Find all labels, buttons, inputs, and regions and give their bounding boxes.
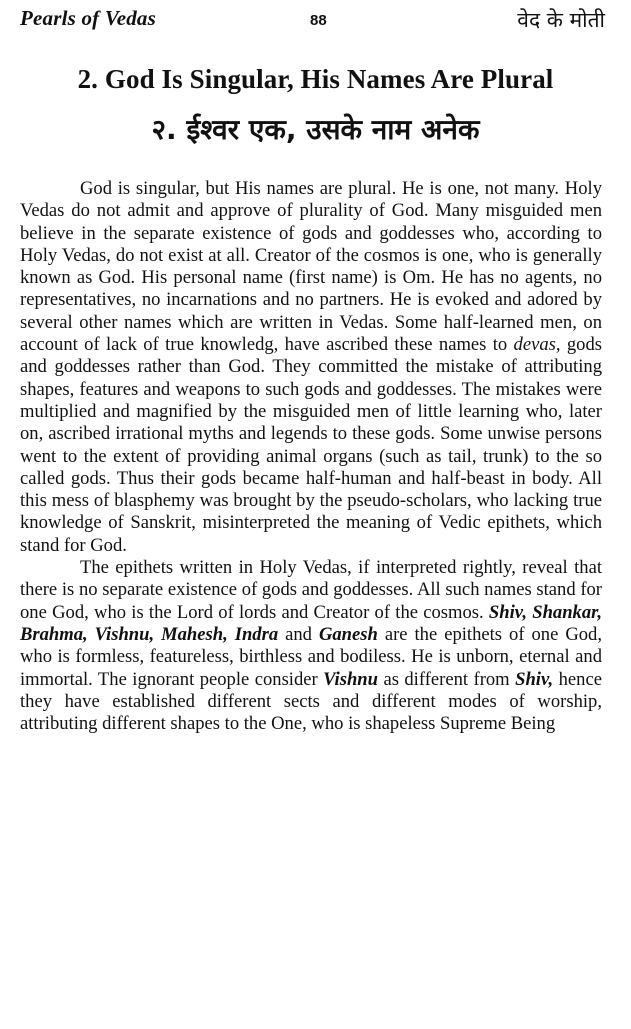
paragraph-2-text-e: hence they have established different sects and different modes of worship, attributing different shapes to the One, who is shapeless Supreme Being (20, 668, 602, 735)
running-title-hindi: वेद के मोती (517, 8, 605, 32)
running-title: Pearls of Vedas (20, 6, 156, 30)
paragraph-1 (20, 178, 602, 557)
chapter-title: 2. God Is Singular, His Names Are Plural (77, 64, 554, 94)
page-header (20, 6, 605, 40)
deity-name-shiv: Shiv, (515, 668, 554, 690)
paragraph-2-text-a: The epithets written in Holy Vedas, if interpreted rightly, reveal that there is no separate existence of gods and goddesses. All such names stand for one God, who is the Lord of lords and Creator of the cosmos. (20, 557, 602, 623)
paragraph-1-text-a: God is singular, but His names are plural. He is one, not many. Holy Vedas do not admit and approve of plurality of God. Many misguided men believe in the separate existence of gods and goddesses who, according to Holy Vedas, do not exist at all. Creator of the cosmos is one, who is generally known as God. His personal name (first name) is Om. He has no agents, no representatives, no incarnations and no partners. He is evoked and adored by several other names which are written in Vedas. Some half-learned men, on account of lack of true knowledg, have ascribed these names to (20, 178, 602, 356)
deity-name-ganesh: Ganesh (318, 623, 378, 645)
body-text (20, 178, 602, 735)
paragraph-1-text-b: , gods and goddesses rather than God. They committed the mistake of attributing shapes, features and weapons to such gods and goddesses. The mistakes were multiplied and magnified by the misguided men of little learning who, later on, ascribed irrational myths and legends to these gods. Some unwise persons went to the extent of providing animal organs (such as tail, trunk) to the so called gods. Thus their gods became half-human and half-beast in body. All this mess of blasphemy was brought by the pseudo-scholars, who lacking true knowledge of Sanskrit, misinterpreted the meaning of Vedic epithets, which stand for God. (20, 334, 602, 556)
paragraph-2-text-c: are the epithets of one God, who is formless, featureless, birthless and bodiless. He is unborn, eternal and immortal. The ignorant people consider (20, 623, 602, 690)
page-number: 88 (310, 12, 327, 29)
paragraph-2-text-d: as different from (377, 668, 516, 690)
deity-names-list: Shiv, Shankar, Brahma, Vishnu, Mahesh, Indra (20, 601, 602, 645)
paragraph-2-text-b: and (278, 623, 319, 645)
deity-name-vishnu: Vishnu (323, 668, 378, 690)
paragraph-2 (20, 557, 602, 735)
chapter-title-hindi: २. ईश्वर एक, उसके नाम अनेक (151, 113, 480, 146)
term-devas: devas (513, 334, 556, 356)
